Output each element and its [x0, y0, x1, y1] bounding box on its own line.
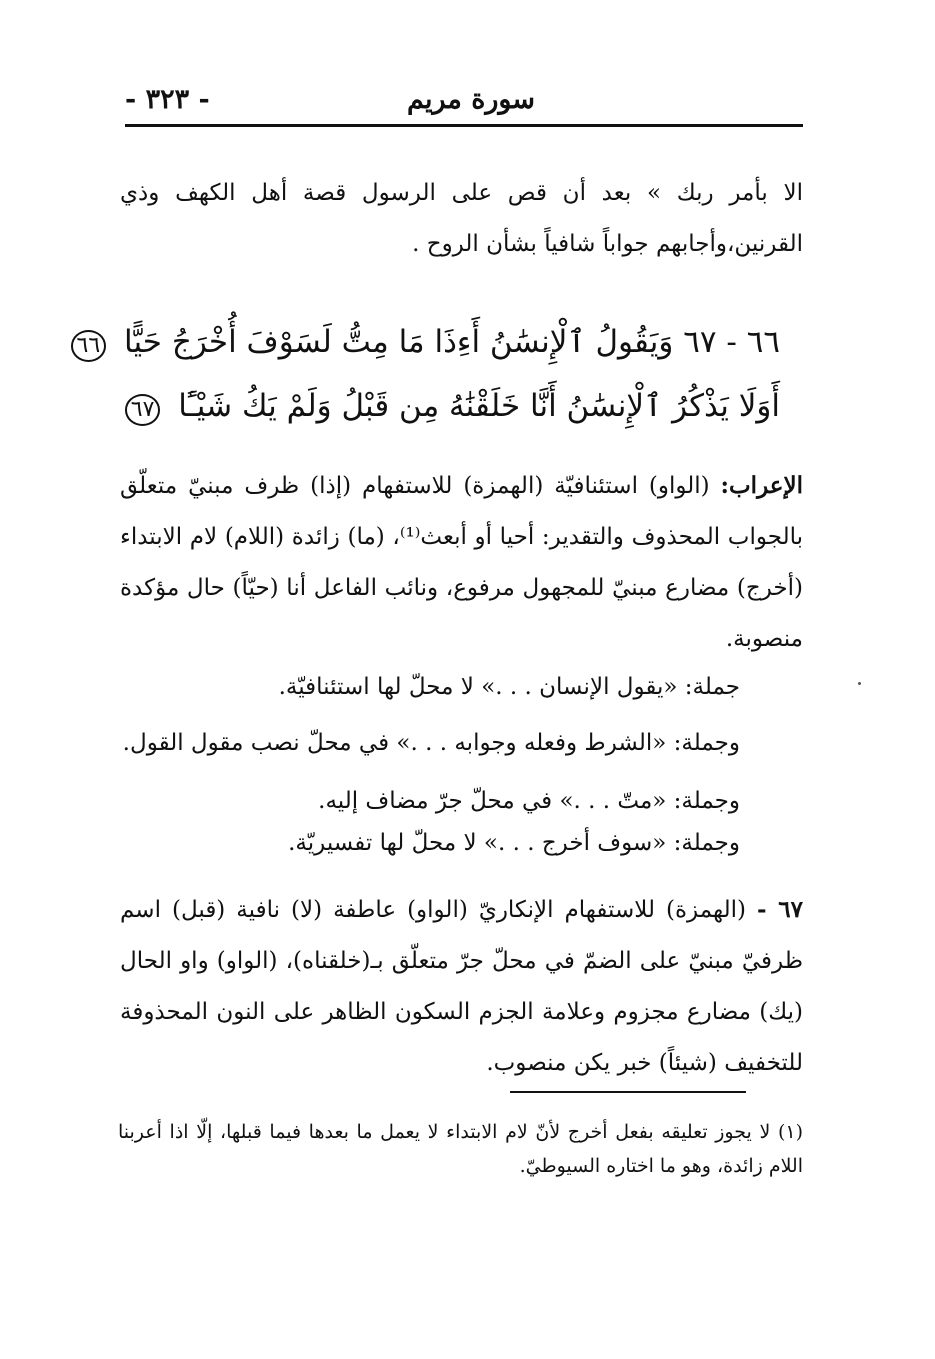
- verse-text-66: وَيَقُولُ ٱلْإِنسَٰنُ أَءِذَا مَا مِتُّ لَسَوْفَ أُخْرَجُ حَيًّا: [124, 324, 674, 360]
- page-header: [125, 78, 803, 128]
- irab-66-paragraph: [120, 460, 803, 665]
- page-number: - ٣٢٣ -: [125, 84, 210, 115]
- surah-title: سورة مريم: [407, 84, 535, 115]
- margin-dot: [858, 682, 861, 685]
- sentence-3: وجملة: «متّ . . .» في محلّ جرّ مضاف إليه.: [318, 788, 740, 814]
- verse-line-67: [130, 374, 780, 438]
- irab-67-label: ٦٧ -: [757, 896, 803, 923]
- verse-marker-67: ٦٧: [125, 394, 161, 426]
- sentence-2: وجملة: «الشرط وفعله وجوابه . . .» في محلّ نصب مقول القول.: [122, 730, 740, 756]
- header-divider: [125, 124, 803, 127]
- intro-paragraph: الا بأمر ربك » بعد أن قص على الرسول قصة أهل الكهف وذي القرنين،وأجابهم جواباً شافياً بشأن الروح .: [120, 180, 803, 257]
- verse-line-66: [76, 310, 780, 374]
- verse-numbers-label: ٦٦ - ٦٧: [683, 324, 780, 360]
- verse-text-67: أَوَلَا يَذْكُرُ ٱلْإِنسَٰنُ أَنَّا خَلَقْنَٰهُ مِن قَبْلُ وَلَمْ يَكُ شَيْـًٔا: [178, 388, 780, 424]
- sentence-4: وجملة: «سوف أخرج . . .» لا محلّ لها تفسيريّة.: [288, 830, 740, 856]
- quran-verses: [76, 310, 780, 438]
- irab-67-paragraph: [120, 884, 803, 1089]
- footnote: (١) لا يجوز تعليقه بفعل أخرج لأنّ لام الابتداء لا يعمل ما بعدها فيما قبلها، إلّا اذا أعربنا اللام زائدة، وهو ما اختاره السيوطيّ.: [118, 1121, 803, 1177]
- sentence-1: جملة: «يقول الإنسان . . .» لا محلّ لها استئنافيّة.: [278, 674, 740, 700]
- irab-66-text: (الواو) استئنافيّة (الهمزة) للاستفهام (إذا) ظرف مبنيّ متعلّق بالجواب المحذوف والتقدير: أحيا أو أبعث⁽¹⁾، (ما) زائدة (اللام) لام الابتداء (أخرج) مضارع مبنيّ للمجهول مرفوع، ونائب الفاعل أنا (حيّاً) حال مؤكدة منصوبة.: [120, 473, 803, 652]
- irab-67-text: (الهمزة) للاستفهام الإنكاريّ (الواو) عاطفة (لا) نافية (قبل) اسم ظرفيّ مبنيّ على الضمّ في محلّ جرّ متعلّق بـ(خلقناه)، (الواو) واو الحال (يك) مضارع مجزوم وعلامة الجزم السكون الظاهر على النون المحذوفة للتخفيف (شيئاً) خبر يكن منصوب.: [120, 897, 804, 1076]
- footnote-divider: [510, 1091, 746, 1093]
- verse-marker-66: ٦٦: [71, 330, 107, 362]
- irab-label: الإعراب:: [720, 472, 803, 499]
